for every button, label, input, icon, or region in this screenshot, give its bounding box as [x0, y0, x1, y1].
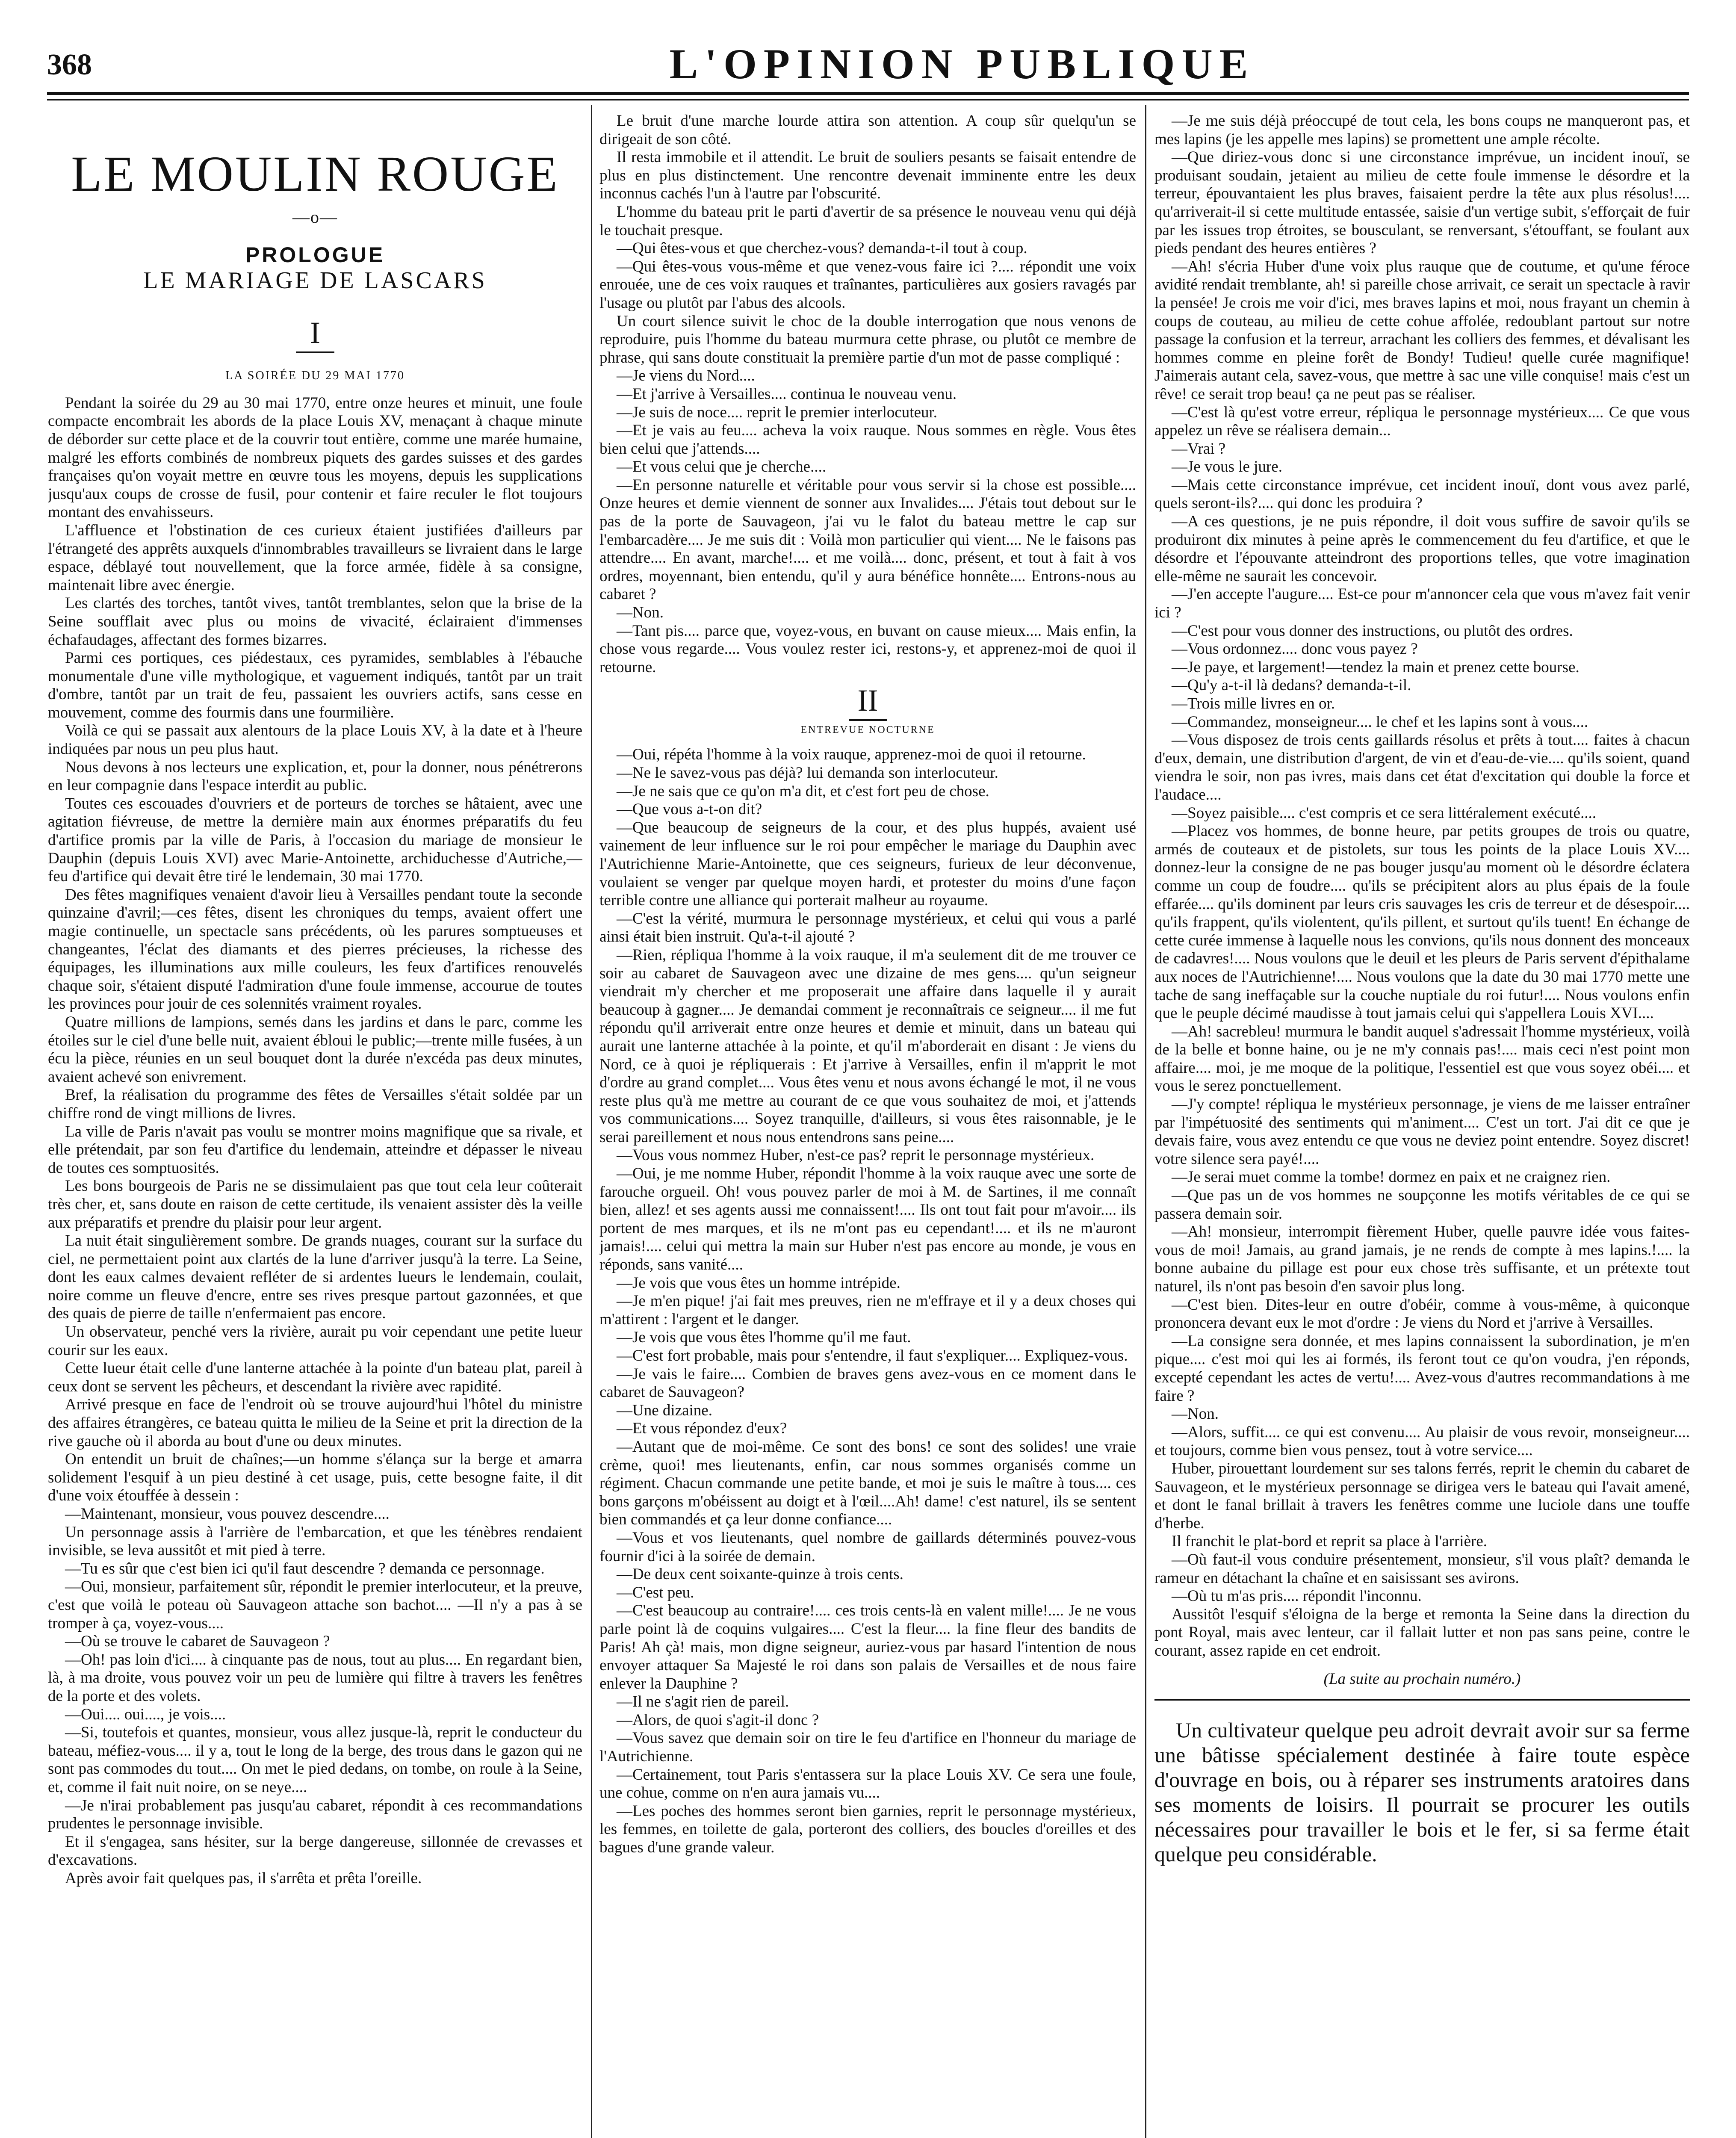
- paragraph: —Que vous a-t-on dit?: [617, 800, 762, 818]
- paragraph: On entendit un bruit de chaînes;—un homme s'élança sur la berge et amarra solidement l'esquif à un pieu destiné à cet usage, puis, cette besogne faite, il dit d'une voix étouffée à dessein :: [48, 1450, 582, 1505]
- paragraph: —C'est là qu'est votre erreur, répliqua le personnage mystérieux.... Ce que vous appelez un rêve se réalisera demain...: [1154, 403, 1690, 440]
- paragraph: —Alors, suffit.... ce qui est convenu.... Au plaisir de vous revoir, monseigneur.... et toujours, comme bien vous pensez, tout à votre service....: [1154, 1423, 1690, 1459]
- paragraph: —Rien, répliqua l'homme à la voix rauque, il m'a seulement dit de me trouver ce soir au cabaret de Sauvageon avec une dizaine de mes gens.... qu'un seigneur viendrait m'y chercher et me proposerait une affaire dans laquelle il y aurait beaucoup à gagner.... Je demandai comment je reconnaîtrais ce seigneur.... il me fut répondu qu'il arriverait entre onze heures et demie et minuit, dans un bateau qui aurait une lanterne attachée à la pointe, et qu'il m'aborderait en disant : Je viens du Nord, ce à quoi je répliquerais : Et j'arrive à Versailles, enfin il m'apprit le mot d'ordre au grand complet.... Vous êtes venu et nous avons échangé le mot, il ne vous reste plus qu'à me mettre au courant de ce que vous souhaitez de moi, et j'attends vos communications.... Soyez tranquille, d'ailleurs, si vous êtes raisonnable, je le serai pareillement et nous nous entendrons sans peine....: [599, 946, 1136, 1146]
- paragraph: —Alors, de quoi s'agit-il donc ?: [617, 1711, 819, 1729]
- story-end-rule: [1154, 1699, 1690, 1701]
- paragraph: —Une dizaine.: [617, 1401, 712, 1419]
- paragraph: —Je vois que vous êtes l'homme qu'il me faut.: [617, 1329, 911, 1347]
- to-be-continued: (La suite au prochain numéro.): [1323, 1670, 1521, 1688]
- paragraph: —Mais cette circonstance imprévue, cet incident inouï, dont vous avez parlé, quels seront-ils?.... qui donc les produira ?: [1154, 476, 1690, 512]
- chapter-2-number: II: [857, 683, 878, 718]
- paragraph: —Autant que de moi-même. Ce sont des bons! ce sont des solides! une vraie crème, quoi! mes lieutenants, enfin, car nous sommes organisés comme un régiment. Chacun commande une petite bande, et moi je suis le maître à tous.... ces bons garçons m'obéissent au doigt et à l'œil....Ah! dame! c'est naturel, ils se sentent bien commandés et ça leur donne confiance....: [599, 1438, 1136, 1529]
- paragraph: Parmi ces portiques, ces piédestaux, ces pyramides, semblables à l'ébauche monumentale d'une ville mythologique, et vaguement indiqués, tantôt par un trait d'ombre, tantôt par un trait de feu, passaient les ouvriers actifs, sans cesse en mouvement, comme des fourmis dans une fourmilière.: [48, 649, 582, 721]
- filler-article: [1154, 1718, 1690, 1866]
- paragraph: —Et vous répondez d'eux?: [617, 1420, 787, 1438]
- paragraph: —Je ne sais que ce qu'on m'a dit, et c'est fort peu de chose.: [617, 782, 989, 800]
- paragraph: —C'est peu.: [617, 1583, 694, 1601]
- paragraph: —Vous et vos lieutenants, quel nombre de gaillards déterminés pouvez-vous fournir d'ici à la soirée de demain.: [599, 1529, 1136, 1565]
- paragraph: La nuit était singulièrement sombre. De grands nuages, courant sur la surface du ciel, ne permettaient point aux clartés de la lune d'arriver jusqu'à la terre. La Seine, dont les eaux calmes devaient refléter de si ardentes lueurs le lendemain, coulait, noire comme un fleuve d'encre, entre ses rives presque partout gazonnées, et que des quais de pierre de taille n'enfermaient pas encore.: [48, 1232, 582, 1323]
- paragraph: Et il s'engagea, sans hésiter, sur la berge dangereuse, sillonnée de crevasses et d'excavations.: [48, 1833, 582, 1869]
- paragraph: —Je vous le jure.: [1172, 458, 1282, 476]
- paragraph: —Oui, monsieur, parfaitement sûr, répondit le premier interlocuteur, et la preuve, c'est que voilà le poteau où Sauvageon attache son bachot.... —Il n'y a pas à se tromper à ça, voyez-vous....: [48, 1578, 582, 1632]
- paragraph: Voilà ce qui se passait aux alentours de la place Louis XV, à la date et à l'heure indiquées par nous un peu plus haut.: [48, 722, 582, 758]
- paragraph: —Non.: [1172, 1405, 1219, 1423]
- column-1-text: [48, 394, 582, 1888]
- paragraph: —Ah! s'écria Huber d'une voix plus rauque que de coutume, et qu'une féroce avidité rendait tremblante, ah! si pareille chose arrivait, ce serait un spectacle à ravir la pensée! Je crois me voir d'ici, mes braves lapins et moi, nous frayant un chemin à coups de couteau, au milieu de cette cohue affolée, redoublant partout sur notre passage la confusion et la terreur, arrachant les colliers des femmes, et dévalisant les hommes comme en pleine forêt de Bondy! Tudieu! quelle curée magnifique! J'aimerais autant cela, savez-vous, que mettre à sac une ville conquise! mais c'est un rêve! ce serait trop beau! ça ne peut pas se réaliser.: [1154, 257, 1690, 403]
- paragraph: —Que pas un de vos hommes ne soupçonne les motifs véritables de ce qui se passera demain soir.: [1154, 1187, 1690, 1223]
- paragraph: Huber, pirouettant lourdement sur ses talons ferrés, reprit le chemin du cabaret de Sauvageon, et le mystérieux personnage se dirigea vers le bateau qui l'avait amené, et dont le fanal brillait à travers les fenêtres comme une luciole dans une touffe d'herbe.: [1154, 1459, 1690, 1532]
- paragraph: Arrivé presque en face de l'endroit où se trouve aujourd'hui l'hôtel du ministre des affaires étrangères, ce bateau quitta le milieu de la Seine et prit la direction de la rive gauche où il aborda au bout d'une ou deux minutes.: [48, 1396, 582, 1450]
- paragraph: Un cultivateur quelque peu adroit devrait avoir sur sa ferme une bâtisse spécialement destinée à faire toute espèce d'ouvrage en bois, ou à réparer ses instruments aratoires dans ses moments de loisirs. Il pourrait se procurer les outils nécessaires pour travailler le bois et le fer, si sa ferme était quelque peu considérable.: [1154, 1718, 1690, 1866]
- column-rule-1: [591, 105, 592, 2138]
- paragraph: —Et je vais au feu.... acheva la voix rauque. Nous sommes en règle. Vous êtes bien celui que j'attends....: [599, 422, 1136, 458]
- paragraph: —Que diriez-vous donc si une circonstance imprévue, un incident inouï, se produisant soudain, jetaient au milieu de cette foule immense le désordre et la terreur, épouvantaient les plus braves, faisaient perdre la tête aux plus résolus!.... qu'arriverait-il si cette multitude entassée, saisie d'un vertige subit, s'efforçait de fuir par les issues trop étroites, se bousculant, se renversant, s'étouffant, se foulant aux pieds pendant des heures entières ?: [1154, 148, 1690, 257]
- paragraph: —Trois mille livres en or.: [1172, 695, 1335, 712]
- column-3-text: [1154, 112, 1690, 1660]
- column-2-text-b: [599, 746, 1136, 1857]
- paragraph: Les clartés des torches, tantôt vives, tantôt tremblantes, selon que la brise de la Seine soufflait avec plus ou moins de vivacité, éclairaient d'immenses échafaudages, affectant des formes bizarres.: [48, 594, 582, 649]
- paragraph: —Que beaucoup de seigneurs de la cour, et des plus huppés, avaient usé vainement de leur influence sur le roi pour empêcher le mariage du Dauphin avec l'Autrichienne Marie-Antoinette, que ces seigneurs, furieux de leur déconvenue, voulaient se venger par quelque moyen hardi, et protester du moins d'une façon terrible contre une alliance qui porterait malheur au royaume.: [599, 818, 1136, 910]
- paragraph: —Où tu m'as pris.... répondit l'inconnu.: [1172, 1587, 1422, 1605]
- paragraph: —Commandez, monseigneur.... le chef et les lapins sont à vous....: [1172, 713, 1588, 731]
- paragraph: —Et vous celui que je cherche....: [617, 458, 827, 476]
- paragraph: Le bruit d'une marche lourde attira son attention. A coup sûr quelqu'un se dirigeait de son côté.: [599, 112, 1136, 148]
- title-ornament: —o—: [292, 207, 338, 227]
- paragraph: L'affluence et l'obstination de ces curieux étaient justifiées d'ailleurs par l'étrangeté des apprêts auxquels d'innombrables travailleurs se livraient dans le large espace, déblayé tout nouvellement, que la force armée, fidèle à sa consigne, maintenait libre avec énergie.: [48, 521, 582, 594]
- paragraph: Toutes ces escouades d'ouvriers et de porteurs de torches se hâtaient, avec une agitation fiévreuse, de mettre la dernière main aux énormes préparatifs du feu d'artifice promis par la ville de Paris, à l'occasion du mariage de monsieur le Dauphin (depuis Louis XVI) avec Marie-Antoinette, archiduchesse d'Autriche,—feu d'artifice qui devait être tiré le lendemain, 30 mai 1770.: [48, 794, 582, 886]
- paragraph: —Je serai muet comme la tombe! dormez en paix et ne craignez rien.: [1172, 1168, 1611, 1186]
- paragraph: —Qu'y a-t-il là dedans? demanda-t-il.: [1172, 676, 1411, 694]
- column-2-text-a: [599, 112, 1136, 676]
- paragraph: Il franchit le plat-bord et reprit sa place à l'arrière.: [1172, 1533, 1488, 1550]
- paragraph: —Soyez paisible.... c'est compris et ce sera littéralement exécuté....: [1172, 804, 1596, 822]
- paragraph: —Ah! monsieur, interrompit fièrement Huber, quelle pauvre idée vous faites-vous de moi! Jamais, au grand jamais, je ne rends de compte à mes lapins.!.... la bonne aubaine du pillage est pour eux chose très suffisante, et un prétexte tout naturel, ils n'ont pas besoin d'en savoir plus long.: [1154, 1223, 1690, 1295]
- paragraph: —Il ne s'agit rien de pareil.: [617, 1693, 789, 1711]
- paragraph: —Maintenant, monsieur, vous pouvez descendre....: [65, 1505, 390, 1523]
- chapter-rule: [849, 719, 887, 721]
- paragraph: —Qui êtes-vous vous-même et que venez-vous faire ici ?.... répondit une voix enrouée, une de ces voix rauques et traînantes, particulières aux gosiers ravagés par l'usage ou plutôt par l'abus des alcools.: [599, 257, 1136, 312]
- paragraph: —Certainement, tout Paris s'entassera sur la place Louis XV. Ce sera une foule, une cohue, comme on n'en aura jamais vu....: [599, 1766, 1136, 1802]
- paragraph: —Tu es sûr que c'est bien ici qu'il faut descendre ? demanda ce personnage.: [65, 1559, 545, 1577]
- paragraph: —C'est fort probable, mais pour s'entendre, il faut s'expliquer.... Expliquez-vous.: [617, 1347, 1128, 1364]
- paragraph: —Je suis de noce.... reprit le premier interlocuteur.: [617, 403, 938, 421]
- paragraph: Pendant la soirée du 29 au 30 mai 1770, entre onze heures et minuit, une foule compacte encombrait les abords de la place Louis XV, menaçant à chaque minute de déborder sur cette place et de la couvrir tout entière, comme une marée humaine, malgré les efforts combinés de nombreux piquets des gardes suisses et des gardes françaises qu'on voyait mettre en œuvre tous les moyens, depuis les supplications jusqu'aux coups de crosse de fusil, pour contenir et faire reculer le flot toujours montant des envahisseurs.: [48, 394, 582, 521]
- paragraph: La ville de Paris n'avait pas voulu se montrer moins magnifique que sa rivale, et elle prétendait, par son feu d'artifice du lendemain, atteindre et dépasser le niveau de toutes ces somptuosités.: [48, 1122, 582, 1177]
- paragraph: —Où se trouve le cabaret de Sauvageon ?: [65, 1633, 330, 1651]
- paragraph: —Qui êtes-vous et que cherchez-vous? demanda-t-il tout à coup.: [617, 239, 1027, 257]
- paragraph: —A ces questions, je ne puis répondre, il doit vous suffire de savoir qu'ils se produiront dix minutes à peine après le commencement du feu d'artifice, et que le désordre et l'épouvante atteindront des proportions telles, que votre imagination elle-même ne saurait les concevoir.: [1154, 513, 1690, 585]
- paragraph: Un personnage assis à l'arrière de l'embarcation, et que les ténèbres rendaient invisible, se leva aussitôt et mit pied à terre.: [48, 1523, 582, 1559]
- paragraph: —Oui, répéta l'homme à la voix rauque, apprenez-moi de quoi il retourne.: [617, 746, 1086, 764]
- paragraph: —Vrai ?: [1172, 440, 1226, 458]
- paragraph: —C'est bien. Dites-leur en outre d'obéir, comme à vous-même, à quiconque prononcera devant eux le mot d'ordre : Je viens du Nord et j'arrive à Versailles.: [1154, 1296, 1690, 1332]
- paragraph: L'homme du bateau prit le parti d'avertir de sa présence le nouveau venu qui déjà le touchait presque.: [599, 203, 1136, 239]
- paragraph: —La consigne sera donnée, et mes lapins connaissent la subordination, je m'en pique.... c'est moi qui les ai formés, ils feront tout ce qu'on voudra, j'en réponds, excepté cependant les actes de vertu!.... Avez-vous d'autres recommandations à me faire ?: [1154, 1332, 1690, 1405]
- paragraph: —Je vois que vous êtes un homme intrépide.: [617, 1274, 900, 1292]
- paragraph: —Je n'irai probablement pas jusqu'au cabaret, répondit à ces recommandations prudentes le personnage invisible.: [48, 1796, 582, 1833]
- page-number: 368: [47, 48, 92, 81]
- paragraph: —Oui.... oui...., je vois....: [65, 1705, 226, 1723]
- paragraph: —J'en accepte l'augure.... Est-ce pour m'annoncer cela que vous m'avez fait venir ici ?: [1154, 585, 1690, 622]
- paragraph: —Ah! sacrebleu! murmura le bandit auquel s'adressait l'homme mystérieux, voilà de la belle et bonne haine, ou je ne m'y connais pas!.... mais ceci n'est point mon affaire.... moi, je me moque de la politique, l'essentiel est que vous soyez obéi.... et vous le serez ponctuellement.: [1154, 1022, 1690, 1095]
- paragraph: Des fêtes magnifiques venaient d'avoir lieu à Versailles pendant toute la seconde quinzaine d'avril;—ces fêtes, disent les chroniques du temps, avaient offert une magie continuelle, un spectacle sans précédents, où les parures somptueuses et changeantes, l'éclat des diamants et des pierres précieuses, la richesse des équipages, les illuminations aux mille couleurs, les feux d'artifices renouvelés chaque soir, s'étaient disputé l'admiration d'une foule immense, accourue de toutes les provinces pour jouir de ces solennités vraiment royales.: [48, 886, 582, 1013]
- paragraph: —C'est la vérité, murmura le personnage mystérieux, et celui qui vous a parlé ainsi était bien instruit. Qu'a-t-il ajouté ?: [599, 910, 1136, 946]
- chapter-1-number: I: [310, 315, 320, 350]
- paragraph: Cette lueur était celle d'une lanterne attachée à la pointe d'un bateau plat, pareil à ceux dont se servent les pêcheurs, et descendant la rivière avec rapidité.: [48, 1359, 582, 1395]
- paragraph: —Où faut-il vous conduire présentement, monsieur, s'il vous plaît? demanda le rameur en détachant la chaîne et en saisissant ses avirons.: [1154, 1550, 1690, 1587]
- paragraph: —Les poches des hommes seront bien garnies, reprit le personnage mystérieux, les femmes, en toilette de gala, porteront des colliers, des boucles d'oreilles et des bagues d'une grande valeur.: [599, 1802, 1136, 1857]
- column-1: [48, 112, 582, 2138]
- paragraph: —Oui, je me nomme Huber, répondit l'homme à la voix rauque avec une sorte de farouche orgueil. Oh! vous pouvez parler de moi à M. de Sartines, il me connaît bien, allez! et ses agents aussi me connaissent!.... Ils ont tout fait pour m'avoir.... ils portent de mes marques, et ils ne m'ont pas eu cependant!.... et ils ne m'auront jamais!.... celui qui mettra la main sur Huber n'est pas encore au monde, je vous en réponds, sans vanité....: [599, 1165, 1136, 1274]
- paragraph: —Ne le savez-vous pas déjà? lui demanda son interlocuteur.: [617, 764, 998, 782]
- paragraph: Bref, la réalisation du programme des fêtes de Versailles s'était soldée par un chiffre rond de vingt millions de livres.: [48, 1086, 582, 1122]
- paragraph: —J'y compte! répliqua le mystérieux personnage, je viens de me laisser entraîner par l'impétuosité des sentiments qui m'animent.... C'est un tort. J'ai dit ce que je devais faire, vous avez entendu ce que vous ne deviez point entendre. Soyez discret! votre silence sera payé!....: [1154, 1096, 1690, 1168]
- paragraph: Un observateur, penché vers la rivière, aurait pu voir cependant une petite lueur courir sur les eaux.: [48, 1323, 582, 1359]
- paragraph: —Je me suis déjà préoccupé de tout cela, les bons coups ne manqueront pas, et mes lapins (je les appelle mes lapins) se promettent une ample récolte.: [1154, 112, 1690, 148]
- paragraph: —Et j'arrive à Versailles.... continua le nouveau venu.: [617, 385, 957, 403]
- paragraph: —Je vais le faire.... Combien de braves gens avez-vous en ce moment dans le cabaret de Sauvageon?: [599, 1365, 1136, 1401]
- paragraph: —Vous savez que demain soir on tire le feu d'artifice en l'honneur du mariage de l'Autrichienne.: [599, 1729, 1136, 1766]
- paragraph: —Je viens du Nord....: [617, 367, 755, 385]
- paragraph: Les bons bourgeois de Paris ne se dissimulaient pas que tout cela leur coûterait très cher, et, sans doute en raison de cette certitude, ils venaient assister dès la veille aux préparatifs et prendre du plaisir pour leur argent.: [48, 1177, 582, 1231]
- paragraph: —Vous disposez de trois cents gaillards résolus et prêts à tout.... faites à chacun d'eux, demain, une distribution d'argent, de vin et d'eau-de-vie.... qu'ils soient, quand viendra le soir, non pas ivres, mais dans cet état d'excitation qui double la force et l'audace....: [1154, 731, 1690, 803]
- paragraph: —Je paye, et largement!—tendez la main et prenez cette bourse.: [1172, 658, 1580, 676]
- paragraph: Un court silence suivit le choc de la double interrogation que nous venons de reproduire, puis l'homme du bateau murmura cette phrase, ou plutôt ce membre de phrase, qui sans doute constituait la première partie d'un mot de passe compliqué :: [599, 312, 1136, 366]
- column-2: [599, 112, 1136, 2138]
- paragraph: —Si, toutefois et quantes, monsieur, vous allez jusque-là, reprit le conducteur du bateau, méfiez-vous.... il y a, tout le long de la berge, des trous dans le gazon qui ne sont pas commodes du tout.... On met le pied dedans, on tombe, on roule à la Seine, et, comme il fait nuit noire, on se neye....: [48, 1724, 582, 1796]
- paragraph: —C'est beaucoup au contraire!.... ces trois cents-là en valent mille!.... Je ne vous parle point là de coquins vulgaires.... C'est la fleur.... la fine fleur des bandits de Paris! Ah çà! mais, mon digne seigneur, auriez-vous par hasard l'intention de nous envoyer attaquer Sa Majesté le roi dans son palais de Versailles et de nous faire enlever la Dauphine ?: [599, 1602, 1136, 1692]
- story-title: LE MOULIN ROUGE: [71, 146, 559, 202]
- paragraph: Aussitôt l'esquif s'éloigna de la berge et remonta la Seine dans la direction du pont Royal, mais avec lenteur, car il fallait lutter et non pas sans peine, contre le courant, assez rapide en cet endroit.: [1154, 1605, 1690, 1660]
- paragraph: —Non.: [617, 604, 664, 622]
- header-rule: [47, 92, 1689, 95]
- column-rule-2: [1145, 105, 1146, 2138]
- header-rule-thin: [47, 99, 1689, 100]
- masthead: L'OPINION PUBLIQUE: [669, 40, 1255, 88]
- paragraph: —Vous vous nommez Huber, n'est-ce pas? reprit le personnage mystérieux.: [617, 1146, 1095, 1164]
- paragraph: —En personne naturelle et véritable pour vous servir si la chose est possible.... Onze heures et demie viennent de sonner aux Invalides.... J'étais tout debout sur le pas de la porte de Sauvageon, j'ai vu le falot du bateau mettre le cap sur l'embarcadère.... Je me suis dit : Voilà mon particulier qui vient.... Ne le faisons pas attendre.... En avant, marche!.... et me voilà.... donc, présent, et tout à fait à vos ordres, moyennant, bien entendu, qu'il y aura bénéfice honnête.... Entrons-nous au cabaret ?: [599, 476, 1136, 603]
- paragraph: Nous devons à nos lecteurs une explication, et, pour la donner, nous pénétrerons en leur compagnie dans l'espace interdit au public.: [48, 758, 582, 794]
- paragraph: —Placez vos hommes, de bonne heure, par petits groupes de trois ou quatre, armés de couteaux et de pistolets, sur tous les points de la place Louis XV.... donnez-leur la consigne de ne pas bouger jusqu'au moment où le désordre éclatera comme un coup de foudre.... qu'ils se précipitent alors au plus épais de la foule effarée.... qu'ils dominent par leurs cris sauvages les cris de terreur et de désespoir.... qu'ils frappent, qu'ils violentent, qu'ils pillent, et surtout qu'ils tuent! En échange de cette curée immense à laquelle nous les convions, qu'ils nous donnent des monceaux de cadavres!.... Nous voulons que le deuil et les pleurs de Paris servent d'épithalame aux noces de l'Autrichienne!.... Nous voulons que la date du 30 mai 1770 mette une tache de sang ineffaçable sur la couche nuptiale du roi futur!.... Nous voulons enfin que le peuple décimé maudisse à tout jamais celui qui s'appellera Louis XVI....: [1154, 822, 1690, 1022]
- chapter-rule: [296, 351, 334, 353]
- paragraph: —Oh! pas loin d'ici.... à cinquante pas de nous, tout au plus.... En regardant bien, là, à ma droite, vous pouvez voir un peu de lumière qui filtre à travers les fenêtres de la porte et des volets.: [48, 1651, 582, 1705]
- story-subtitle: LE MARIAGE DE LASCARS: [143, 267, 487, 294]
- prologue-heading: PROLOGUE: [245, 242, 385, 267]
- paragraph: —Je m'en pique! j'ai fait mes preuves, rien ne m'effraye et il y a deux choses qui m'attirent : l'argent et le danger.: [599, 1292, 1136, 1328]
- chapter-1-title: LA SOIRÉE DU 29 MAI 1770: [225, 369, 405, 382]
- paragraph: —Vous ordonnez.... donc vous payez ?: [1172, 640, 1418, 658]
- chapter-2-title: ENTREVUE NOCTURNE: [800, 724, 935, 736]
- paragraph: Après avoir fait quelques pas, il s'arrêta et prêta l'oreille.: [65, 1869, 422, 1887]
- paragraph: Il resta immobile et il attendit. Le bruit de souliers pesants se faisait entendre de plus en plus distinctement. Une rencontre devenait imminente entre les deux inconnus cachés l'un à l'autre par l'obscurité.: [599, 148, 1136, 203]
- paragraph: Quatre millions de lampions, semés dans les jardins et dans le parc, comme les étoiles sur le ciel d'une belle nuit, avaient ébloui le public;—trente mille fusées, à un écu la pièce, réunies en un seul bouquet dont la durée n'excéda pas deux minutes, avaient achevé son enivrement.: [48, 1013, 582, 1086]
- paragraph: —C'est pour vous donner des instructions, ou plutôt des ordres.: [1172, 622, 1573, 640]
- paragraph: —Tant pis.... parce que, voyez-vous, en buvant on cause mieux.... Mais enfin, la chose vous regarde.... Vous voulez rester ici, restons-y, et apprenez-moi de quoi il retourne.: [599, 622, 1136, 676]
- column-3: [1154, 112, 1690, 2138]
- paragraph: —De deux cent soixante-quinze à trois cents.: [617, 1565, 903, 1583]
